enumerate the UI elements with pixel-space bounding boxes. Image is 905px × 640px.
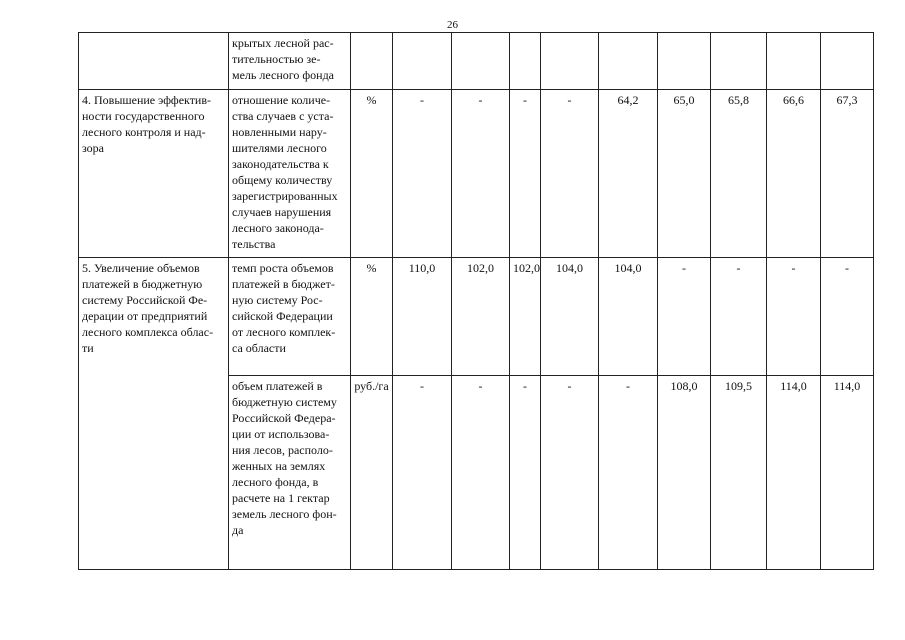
value-cell [599, 33, 658, 90]
indicator-cell: объем платежей в бюджетную систему Российской Федера- ции от использова- ния лесов, располо- женных на землях лесного фонда, в расчете на 1 гектар земель лесного фон- да [229, 376, 351, 570]
value-cell: - [510, 90, 541, 258]
value-cell: - [452, 376, 510, 570]
value-cell: 67,3 [821, 90, 874, 258]
unit-cell [351, 33, 393, 90]
value-cell: 65,8 [711, 90, 767, 258]
value-cell [541, 33, 599, 90]
unit-cell: руб./га [351, 376, 393, 570]
value-cell: 64,2 [599, 90, 658, 258]
value-cell: 65,0 [658, 90, 711, 258]
indicator-cell: отношение количе- ства случаев с уста- новленными нару- шителями лесного законодательства к общему количеству зарегистрированных случаев нарушения лесного законода- тельства [229, 90, 351, 258]
page-number: 26 [447, 19, 458, 31]
indicator-cell: темп роста объемов платежей в бюджет- ную систему Рос- сийской Федерации от лесного комплек- са области [229, 258, 351, 376]
value-cell: 66,6 [767, 90, 821, 258]
value-cell: 102,0 [510, 258, 541, 376]
value-cell: 108,0 [658, 376, 711, 570]
value-cell [711, 33, 767, 90]
table-row [79, 33, 874, 90]
value-cell: - [452, 90, 510, 258]
value-cell: - [658, 258, 711, 376]
value-cell [393, 33, 452, 90]
value-cell [510, 33, 541, 90]
goal-cell: 4. Повышение эффектив- ности государственного лесного контроля и над- зора [79, 90, 229, 258]
value-cell: - [821, 258, 874, 376]
value-cell: 110,0 [393, 258, 452, 376]
value-cell [767, 33, 821, 90]
unit-cell: % [351, 258, 393, 376]
value-cell [821, 33, 874, 90]
value-cell: 102,0 [452, 258, 510, 376]
value-cell: 114,0 [821, 376, 874, 570]
unit-cell: % [351, 90, 393, 258]
value-cell: - [541, 376, 599, 570]
value-cell [658, 33, 711, 90]
indicators-table [78, 32, 874, 570]
value-cell: - [599, 376, 658, 570]
value-cell: - [510, 376, 541, 570]
value-cell: - [767, 258, 821, 376]
goal-cell [79, 33, 229, 90]
value-cell: 104,0 [541, 258, 599, 376]
value-cell: - [711, 258, 767, 376]
indicator-cell: крытых лесной рас- тительностью зе- мель лесного фонда [229, 33, 351, 90]
value-cell: - [393, 90, 452, 258]
table-row [79, 90, 874, 258]
value-cell: - [541, 90, 599, 258]
value-cell: - [393, 376, 452, 570]
value-cell: 114,0 [767, 376, 821, 570]
value-cell [452, 33, 510, 90]
goal-cell: 5. Увеличение объемов платежей в бюджетную систему Российской Фе- дерации от предприятий лесного комплекса облас- ти [79, 258, 229, 570]
value-cell: 104,0 [599, 258, 658, 376]
value-cell: 109,5 [711, 376, 767, 570]
table-row [79, 258, 874, 376]
